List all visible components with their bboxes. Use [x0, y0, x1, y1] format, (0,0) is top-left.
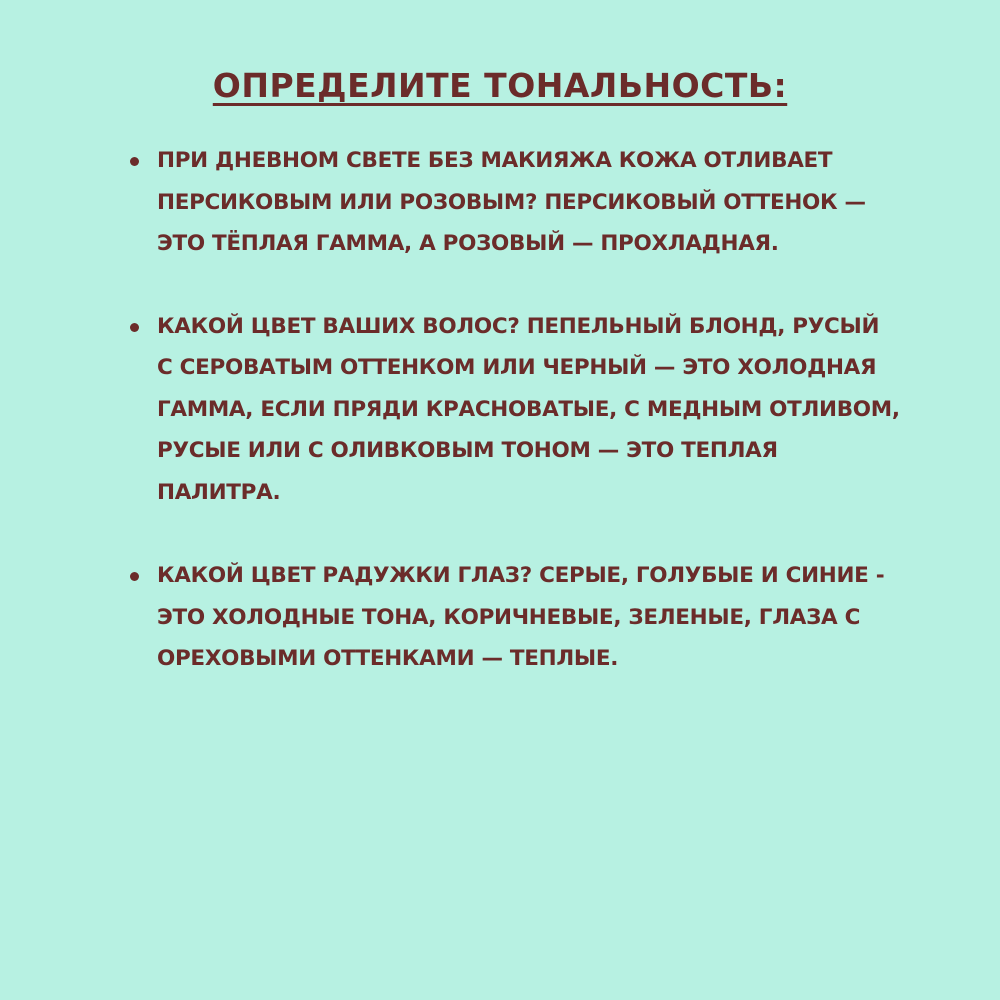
list-item: [130, 306, 900, 514]
bullet-icon: [130, 157, 139, 166]
bullet-icon: [130, 572, 139, 581]
list-item-text: КАКОЙ ЦВЕТ РАДУЖКИ ГЛАЗ? СЕРЫЕ, ГОЛУБЫЕ И СИНИЕ - ЭТО ХОЛОДНЫЕ ТОНА, КОРИЧНЕВЫЕ, ЗЕЛЕНЫЕ, ГЛАЗА С ОРЕХОВЫМИ ОТТЕНКАМИ — ТЕПЛЫЕ.: [157, 563, 885, 671]
bullet-icon: [130, 323, 139, 332]
list-item: [130, 555, 900, 680]
list-item-text: ПРИ ДНЕВНОМ СВЕТЕ БЕЗ МАКИЯЖА КОЖА ОТЛИВАЕТ ПЕРСИКОВЫМ ИЛИ РОЗОВЫМ? ПЕРСИКОВЫЙ ОТТЕНОК — ЭТО ТЁПЛАЯ ГАММА, А РОЗОВЫЙ — ПРОХЛАДНАЯ.: [157, 148, 866, 256]
list-item-text: КАКОЙ ЦВЕТ ВАШИХ ВОЛОС? ПЕПЕЛЬНЫЙ БЛОНД, РУСЫЙ С СЕРОВАТЫМ ОТТЕНКОМ ИЛИ ЧЕРНЫЙ — ЭТО ХОЛОДНАЯ ГАММА, ЕСЛИ ПРЯДИ КРАСНОВАТЫЕ, С МЕДНЫМ ОТЛИВОМ, РУСЫЕ ИЛИ С ОЛИВКОВЫМ ТОНОМ — ЭТО ТЕПЛАЯ ПАЛИТРА.: [157, 313, 900, 505]
tips-list: [130, 140, 900, 721]
page-title: ОПРЕДЕЛИТЕ ТОНАЛЬНОСТЬ:: [212, 66, 788, 106]
list-item: [130, 140, 900, 265]
